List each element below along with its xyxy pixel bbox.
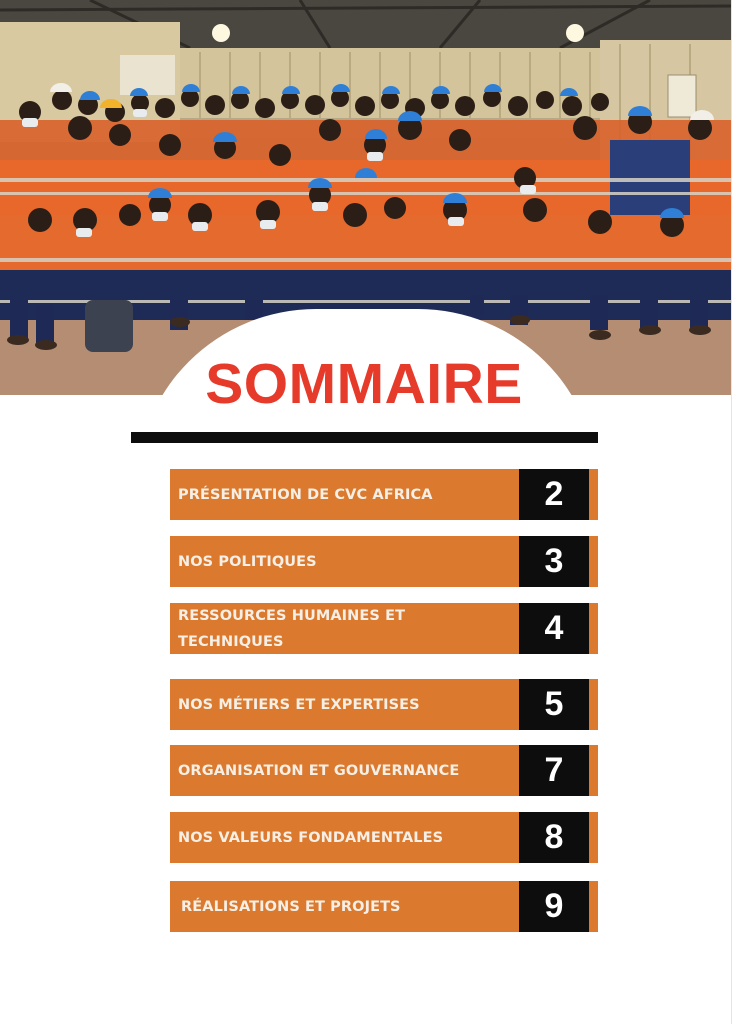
toc-item-label: PRÉSENTATION DE CVC AFRICA [178, 486, 433, 503]
toc-item-organisation[interactable] [170, 745, 598, 796]
page-title: SOMMAIRE [205, 352, 523, 416]
toc-item-label: RÉALISATIONS ET PROJETS [181, 898, 401, 915]
toc-page-number: 2 [519, 469, 589, 520]
toc-item-label: ORGANISATION ET GOUVERNANCE [178, 762, 460, 779]
toc-item-ressources[interactable] [170, 603, 598, 654]
toc-item-politiques[interactable] [170, 536, 598, 587]
toc-item-label: NOS VALEURS FONDAMENTALES [178, 829, 444, 846]
toc-page-number: 9 [519, 881, 589, 932]
toc-item-valeurs[interactable] [170, 812, 598, 863]
toc-page-number: 7 [519, 745, 589, 796]
title-divider [131, 432, 598, 443]
toc-page-number: 8 [519, 812, 589, 863]
toc-page-number: 3 [519, 536, 589, 587]
toc-page-number: 5 [519, 679, 589, 730]
toc-item-presentation[interactable] [170, 469, 598, 520]
toc-item-label: RESSOURCES HUMAINES ET TECHNIQUES [178, 607, 406, 650]
toc-item-metiers[interactable] [170, 679, 598, 730]
toc-item-label: NOS POLITIQUES [178, 553, 317, 570]
toc-item-label: NOS MÉTIERS ET EXPERTISES [178, 696, 420, 713]
toc-item-realisations[interactable] [170, 881, 598, 932]
toc-page-number: 4 [519, 603, 589, 654]
